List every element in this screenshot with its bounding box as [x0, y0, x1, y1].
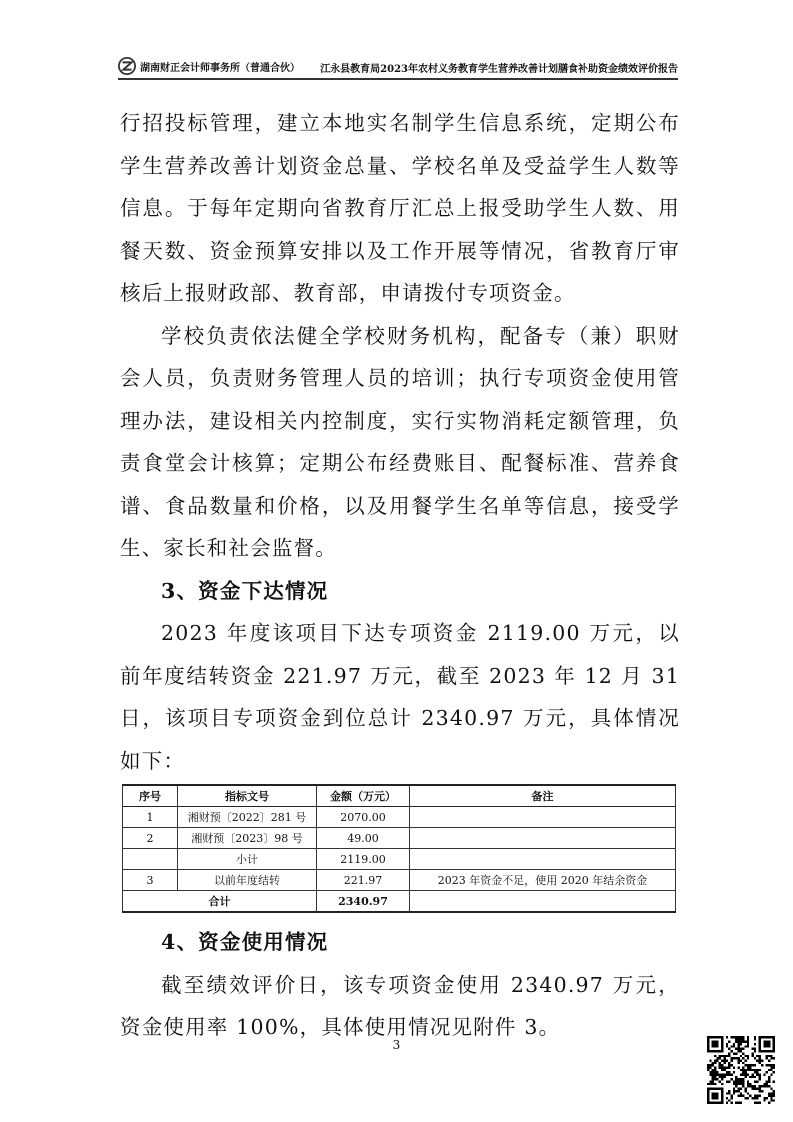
- table-header-row: [123, 785, 676, 807]
- cell-total-amount: 2340.97: [317, 891, 410, 913]
- cell-doc: 湘财预〔2023〕98 号: [178, 828, 317, 849]
- cell-note: 2023 年资金不足，使用 2020 年结余资金: [410, 870, 676, 891]
- header-note: 备注: [410, 785, 676, 807]
- cell-note: [410, 807, 676, 828]
- header-firm-name: 湖南财正会计师事务所（普通合伙）: [140, 62, 300, 74]
- table-row-total: [123, 891, 676, 913]
- header-doc: 指标文号: [178, 785, 317, 807]
- cell-amount: 2070.00: [317, 807, 410, 828]
- header-no: 序号: [123, 785, 178, 807]
- paragraph-3: 2023 年度该项目下达专项资金 2119.00 万元，以前年度结转资金 221.97 万元，截至 2023 年 12 月 31 日，该项目专项资金到位总计 2340.97 万元，具体情况如下：: [120, 621, 680, 773]
- page-number: 3: [392, 1038, 401, 1052]
- firm-logo-icon: [118, 57, 136, 75]
- table-row: [123, 870, 676, 891]
- section-heading-4: 4、资金使用情况: [161, 930, 329, 954]
- page-header: [118, 56, 678, 80]
- header-report-title: 江永县教育局2023年农村义务教育学生营养改善计划膳食补助资金绩效评价报告: [320, 64, 678, 75]
- cell-no: 1: [123, 807, 178, 828]
- fund-table: [122, 784, 676, 913]
- cell-amount: 2119.00: [317, 849, 410, 870]
- cell-no: 3: [123, 870, 178, 891]
- table-row-subtotal: [123, 849, 676, 870]
- cell-no: 2: [123, 828, 178, 849]
- cell-no: [123, 849, 178, 870]
- cell-total-note: [410, 891, 676, 913]
- qr-code-icon: [707, 1036, 775, 1104]
- cell-amount: 49.00: [317, 828, 410, 849]
- cell-amount: 221.97: [317, 870, 410, 891]
- cell-doc: 以前年度结转: [178, 870, 317, 891]
- paragraph-2: 学校负责依法健全学校财务机构，配备专（兼）职财会人员，负责财务管理人员的培训；执行专项资金使用管理办法，建设相关内控制度，实行实物消耗定额管理，负责食堂会计核算；定期公布经费账目、配餐标准、营养食谱、食品数量和价格，以及用餐学生名单等信息，接受学生、家长和社会监督。: [120, 323, 680, 560]
- section-heading-3: 3、资金下达情况: [161, 578, 329, 603]
- cell-total-label: 合计: [123, 891, 317, 913]
- cell-note: [410, 828, 676, 849]
- paragraph-4: 截至绩效评价日，该专项资金使用 2340.97 万元，资金使用率 100%，具体使用情况见附件 3。: [120, 972, 680, 1039]
- page-content: [120, 102, 680, 1049]
- table-row: [123, 807, 676, 828]
- header-amount: 金额（万元）: [317, 785, 410, 807]
- header-firm-group: [118, 57, 300, 75]
- table-row: [123, 828, 676, 849]
- cell-doc: 湘财预〔2022〕281 号: [178, 807, 317, 828]
- cell-doc: 小计: [178, 849, 317, 870]
- cell-note: [410, 849, 676, 870]
- paragraph-1: 行招投标管理，建立本地实名制学生信息系统，定期公布学生营养改善计划资金总量、学校名单及受益学生人数等信息。于每年定期向省教育厅汇总上报受助学生人数、用餐天数、资金预算安排以及工作开展等情况，省教育厅审核后上报财政部、教育部，申请拨付专项资金。: [120, 111, 680, 305]
